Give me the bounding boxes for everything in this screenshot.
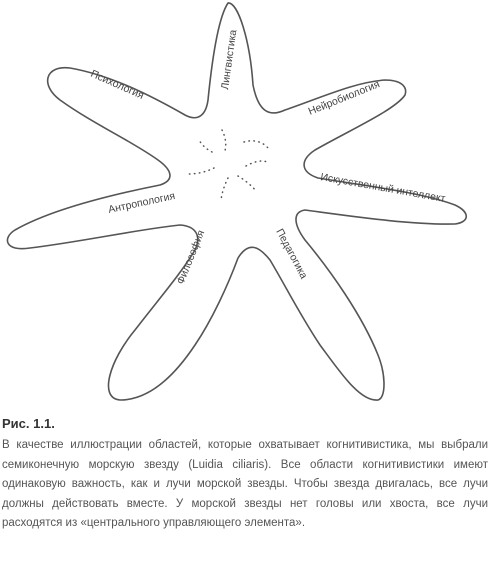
ray-label-philosophy: Философия bbox=[174, 228, 208, 287]
caption-text: В качестве иллюстрации областей, которые охватывает когнитивистика, мы выбрали семиконечную морскую звезду (Luidia ciliaris). Все области когнитивистики имеют одинаковую важность, как и лучи морской звезды. Чтобы звезда двигалась, все лучи должны действовать вместе. У морской звезды нет головы или хвоста, все лучи расходятся из «центрального управляющего элемента». bbox=[2, 439, 488, 530]
ray-label-anthropology: Антропология bbox=[107, 190, 177, 216]
ray-label-neurobiology: Нейробиология bbox=[306, 78, 382, 118]
figure-caption bbox=[2, 416, 488, 534]
central-spiral bbox=[188, 130, 268, 200]
starfish-outline bbox=[7, 3, 466, 400]
ray-label-linguistics: Лингвистика bbox=[219, 28, 240, 91]
caption-title: Рис. 1.1. bbox=[2, 416, 55, 431]
ray-label-ai: Искусственный интеллект bbox=[319, 171, 447, 205]
ray-label-pedagogy: Педагогика bbox=[273, 226, 310, 281]
ray-label-psychology: Психология bbox=[88, 67, 146, 102]
